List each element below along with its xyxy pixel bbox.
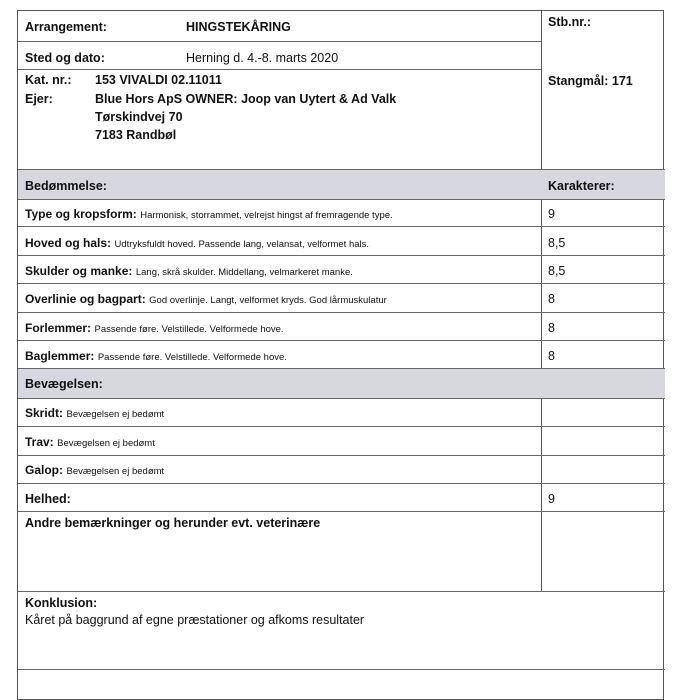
row-label: Type og kropsform:	[25, 207, 137, 221]
row-comment: Passende føre. Velstillede. Velformede hove.	[97, 352, 287, 363]
assessment-row	[25, 236, 369, 250]
row-grade: 8	[548, 321, 555, 335]
divider	[18, 41, 541, 42]
grades-heading: Karakterer:	[548, 179, 615, 193]
movement-row	[25, 463, 164, 477]
kat-label: Kat. nr.:	[25, 73, 72, 87]
row-grade: 8,5	[548, 236, 566, 250]
row-label: Overlinie og bagpart:	[25, 292, 146, 306]
divider	[18, 255, 665, 256]
row-label: Skulder og manke:	[25, 264, 133, 278]
assessment-row	[25, 207, 393, 221]
owner-line: 7183 Randbøl	[95, 128, 177, 142]
row-grade: 8	[548, 349, 555, 363]
owner-label: Ejer:	[25, 92, 53, 106]
row-label: Baglemmer:	[25, 349, 95, 363]
conclusion-text: Kåret på baggrund af egne præstationer og afkoms resultater	[25, 613, 365, 627]
divider	[18, 340, 665, 341]
row-comment: Bevægelsen ej bedømt	[57, 438, 155, 449]
assessment-row	[25, 349, 287, 363]
place-value: Herning d. 4.-8. marts 2020	[186, 51, 339, 65]
divider	[18, 312, 665, 313]
assessment-row	[25, 321, 284, 335]
divider	[18, 226, 665, 227]
column-divider	[541, 11, 542, 591]
divider	[18, 426, 665, 427]
row-label: Skridt:	[25, 406, 64, 420]
row-comment: Bevægelsen ej bedømt	[66, 466, 165, 477]
row-comment: God overlinje. Langt, velformet kryds. God lårmuskulatur	[149, 295, 387, 306]
divider	[18, 669, 665, 670]
row-comment: Harmonisk, storrammet, velrejst hingst af fremragende type.	[140, 210, 393, 221]
row-label: Hoved og hals:	[25, 236, 112, 250]
movement-row	[25, 406, 164, 420]
divider	[18, 455, 665, 456]
assessment-row	[25, 264, 353, 278]
row-comment: Lang, skrå skulder. Middellang, velmarkeret manke.	[135, 267, 353, 278]
movement-heading: Bevægelsen:	[25, 377, 103, 391]
movement-row	[25, 435, 155, 449]
row-label: Forlemmer:	[25, 321, 92, 335]
divider	[18, 283, 665, 284]
divider	[18, 511, 665, 512]
section-band	[18, 368, 665, 398]
row-comment: Udtryksfuldt hoved. Passende lang, velansat, velformet hals.	[114, 239, 370, 250]
row-grade: 8	[548, 292, 555, 306]
divider	[18, 398, 665, 399]
row-grade: 9	[548, 207, 555, 221]
row-label: Galop:	[25, 463, 63, 477]
arrangement-label: Arrangement:	[25, 20, 107, 34]
overall-grade: 9	[548, 492, 555, 506]
assessment-row	[25, 292, 387, 306]
row-comment: Bevægelsen ej bedømt	[66, 409, 165, 420]
row-label: Trav:	[25, 435, 54, 449]
divider	[18, 69, 541, 70]
owner-line: Blue Hors ApS OWNER: Joop van Uytert & Ad Valk	[95, 92, 397, 106]
divider	[18, 169, 665, 170]
owner-line: Tørskindvej 70	[95, 110, 183, 124]
row-grade: 8,5	[548, 264, 566, 278]
divider	[18, 591, 665, 592]
assessment-form	[17, 10, 664, 700]
arrangement-value: HINGSTEKÅRING	[186, 20, 291, 34]
row-comment: Passende føre. Velstillede. Velformede hove.	[94, 324, 284, 335]
divider	[18, 483, 665, 484]
stangmaal: Stangmål: 171	[548, 74, 633, 88]
conclusion-label: Konklusion:	[25, 596, 98, 610]
remarks-label: Andre bemærkninger og herunder evt. veterinære	[25, 516, 321, 530]
divider	[18, 368, 665, 369]
place-label: Sted og dato:	[25, 51, 105, 65]
divider	[18, 199, 665, 200]
assessment-heading: Bedømmelse:	[25, 179, 107, 193]
kat-value: 153 VIVALDI 02.11011	[95, 73, 222, 87]
overall-label: Helhed:	[25, 492, 71, 506]
stb-label: Stb.nr.:	[548, 15, 592, 29]
